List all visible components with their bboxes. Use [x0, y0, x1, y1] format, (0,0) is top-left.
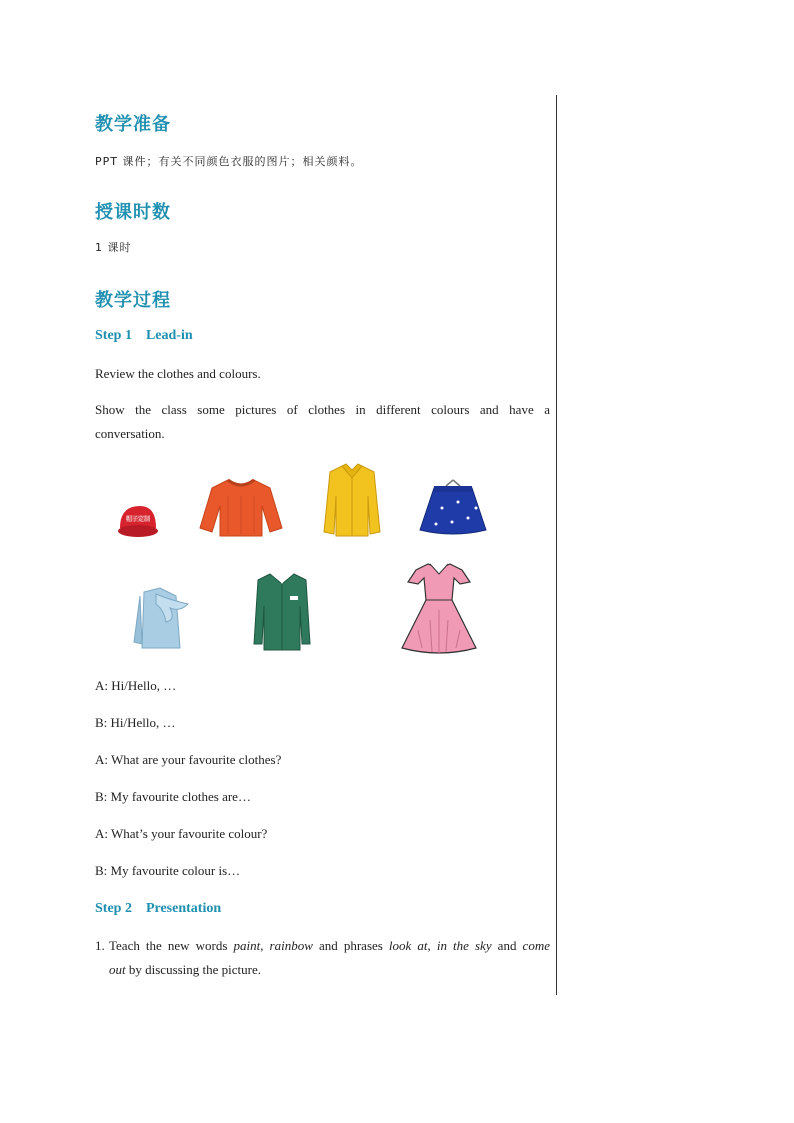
step1-show-line2: conversation. [95, 426, 165, 441]
new-words: paint, rainbow [233, 938, 313, 953]
text-run: by discussing the picture. [125, 962, 262, 977]
blue-skirt-image [418, 478, 488, 536]
hours-text: 1 课时 [95, 241, 132, 254]
step2-title: Presentation [145, 901, 222, 916]
step1-number: Step 1 [95, 328, 132, 343]
text-run: and [491, 938, 523, 953]
light-blue-blouse-image [130, 582, 194, 652]
new-phrases: look at, in the sky [388, 938, 492, 953]
dialogue-line: B: My favourite colour is… [95, 863, 241, 878]
yellow-shirt-image [322, 462, 382, 538]
green-coat-image [252, 570, 312, 652]
dialogue-line: B: My favourite clothes are… [95, 789, 251, 804]
heading-teaching-prep: 教学准备 [95, 114, 171, 135]
dialogue-line: A: What are your favourite clothes? [95, 752, 282, 767]
step1-title: Lead-in [145, 328, 193, 343]
red-cap-image [116, 498, 160, 542]
margin-rule [556, 95, 557, 995]
step2-item-1 [95, 934, 550, 982]
dialogue-line: B: Hi/Hello, … [95, 715, 176, 730]
step2-number: Step 2 [95, 901, 132, 916]
text-run: and phrases [312, 938, 389, 953]
step1-review-text: Review the clothes and colours. [95, 366, 261, 381]
heading-class-hours: 授课时数 [95, 202, 171, 223]
step1-heading [95, 328, 193, 344]
step2-item-1-line2 [109, 958, 550, 982]
pink-dress-image [400, 560, 478, 656]
text-run: Teach the new words [109, 938, 234, 953]
step2-item-1-line1 [109, 934, 550, 958]
new-phrase-part: out [109, 962, 126, 977]
list-number: 1. [95, 938, 105, 953]
step2-heading [95, 901, 221, 917]
step1-show-line1: Show the class some pictures of clothes in different colours and have a [95, 402, 550, 417]
orange-sweater-image [198, 476, 284, 540]
cap-print-text: 帽子定制 [125, 516, 151, 523]
prep-text: PPT 课件；有关不同颜色衣服的图片；相关颜料。 [95, 155, 363, 168]
dialogue-line: A: What’s your favourite colour? [95, 826, 268, 841]
heading-teaching-process: 教学过程 [95, 290, 171, 311]
dialogue-line: A: Hi/Hello, … [95, 678, 177, 693]
new-phrase-part: come [522, 938, 550, 953]
